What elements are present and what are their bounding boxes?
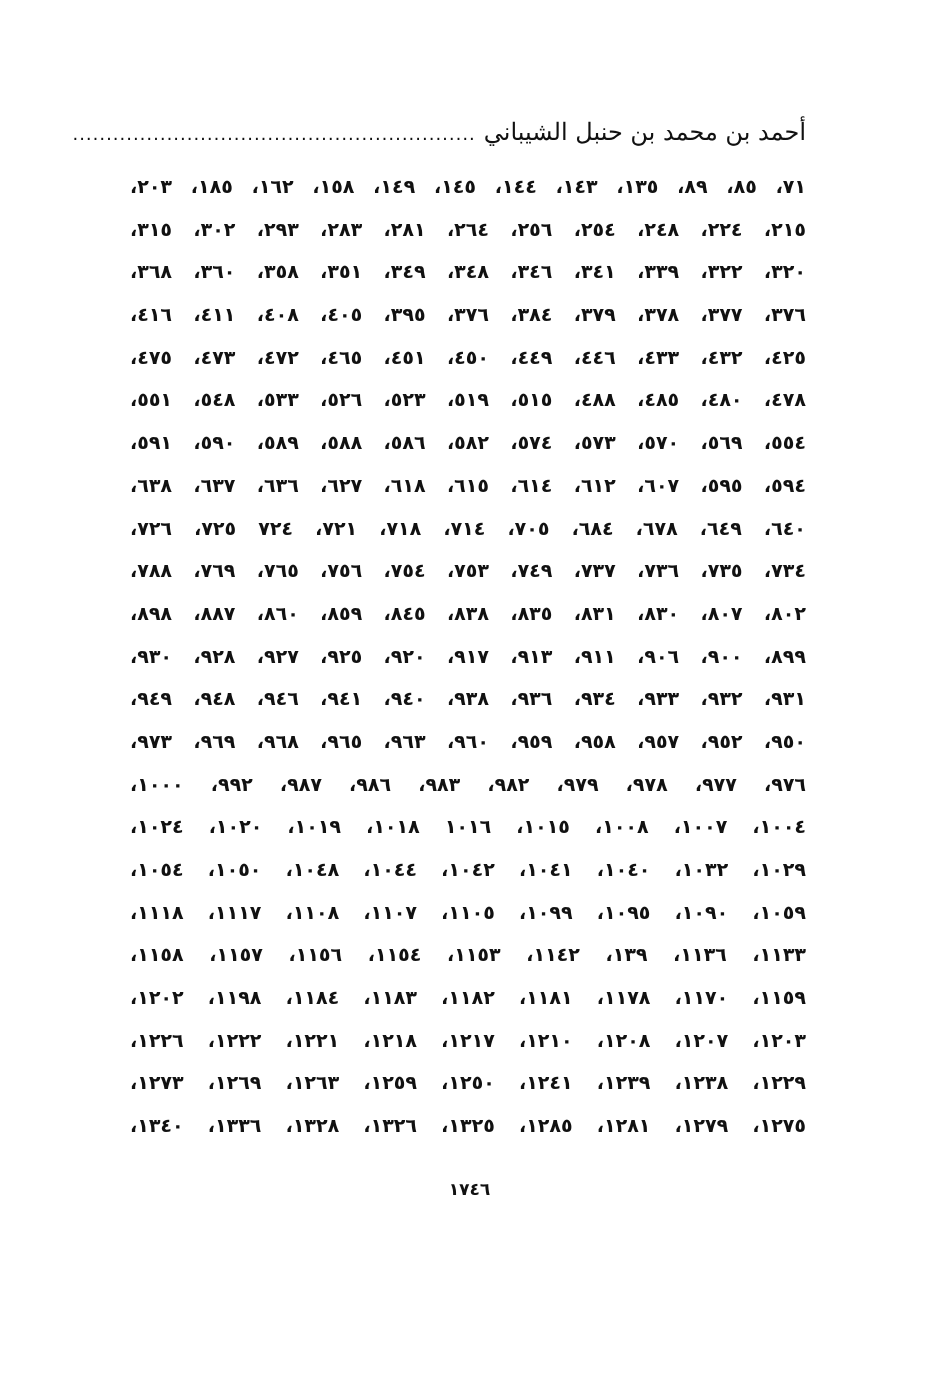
reference-line: ٦٤٠، ٦٤٩، ٦٧٨، ٦٨٤، ٧٠٥، ٧١٤، ٧١٨، ٧٢١، ٧٢٤ ٧٢٥، ٧٢٦، xyxy=(130,517,806,540)
reference-line: ١٢٢٩، ١٢٣٨، ١٢٣٩، ١٢٤١، ١٢٥٠، ١٢٥٩، ١٢٦٣، ١٢٦٩، ١٢٧٣، xyxy=(130,1072,806,1095)
reference-line: ١٠٢٩، ١٠٣٢، ١٠٤٠، ١٠٤١، ١٠٤٢، ١٠٤٤، ١٠٤٨، ١٠٥٠، ١٠٥٤، xyxy=(130,859,806,881)
reference-line: ٢١٥، ٢٢٤، ٢٤٨، ٢٥٤، ٢٥٦، ٢٦٤، ٢٨١، ٢٨٣، ٢٩٣، ٣٠٢، ٣١٥، xyxy=(130,218,806,241)
page-reference-list xyxy=(130,166,806,1148)
reference-line: ٤٢٥، ٤٣٢، ٤٣٣، ٤٤٦، ٤٤٩، ٤٥٠، ٤٥١، ٤٦٥، ٤٧٢، ٤٧٣، ٤٧٥، xyxy=(130,346,806,369)
entry-name: أحمد بن محمد بن حنبل الشيباني xyxy=(483,118,806,146)
reference-line: ١٠٠٤، ١٠٠٧، ١٠٠٨، ١٠١٥، ١٠١٦ ١٠١٨، ١٠١٩، ١٠٢٠، ١٠٢٤، xyxy=(130,816,807,839)
reference-line: ٩٣١، ٩٣٢، ٩٣٣، ٩٣٤، ٩٣٦، ٩٣٨، ٩٤٠، ٩٤١، ٩٤٦، ٩٤٨، ٩٤٩، xyxy=(130,688,806,711)
index-entry-heading xyxy=(72,118,806,158)
reference-line: ١١٥٩، ١١٧٠، ١١٧٨، ١١٨١، ١١٨٢، ١١٨٣، ١١٨٤، ١١٩٨، ١٢٠٢، xyxy=(130,987,806,1010)
reference-line: ٧١، ٨٥، ٨٩، ١٣٥، ١٤٣، ١٤٤، ١٤٥، ١٤٩، ١٥٨، ١٦٢، ١٨٥، ٢٠٣، xyxy=(130,176,806,198)
reference-line: ٥٥٤، ٥٦٩، ٥٧٠، ٥٧٣، ٥٧٤، ٥٨٢، ٥٨٦، ٥٨٨، ٥٨٩، ٥٩٠، ٥٩١، xyxy=(130,432,806,455)
page-number: ١٧٤٦ xyxy=(448,1180,491,1200)
reference-line: ٨٩٩، ٩٠٠، ٩٠٦، ٩١١، ٩١٣، ٩١٧، ٩٢٠، ٩٢٥، ٩٢٧، ٩٢٨، ٩٣٠، xyxy=(130,645,806,668)
reference-line: ١١٣٣، ١١٣٦، ١٣٩، ١١٤٢، ١١٥٣، ١١٥٤، ١١٥٦، ١١٥٧، ١١٥٨، xyxy=(130,944,807,967)
reference-line: ١٢٠٣، ١٢٠٧، ١٢٠٨، ١٢١٠، ١٢١٧، ١٢١٨، ١٢٢١، ١٢٢٢، ١٢٢٦، xyxy=(130,1029,806,1052)
reference-line: ١٢٧٥، ١٢٧٩، ١٢٨١، ١٢٨٥، ١٣٢٥، ١٣٢٦، ١٣٢٨، ١٣٣٦، ١٣٤٠، xyxy=(130,1115,806,1138)
reference-line: ٣٧٦، ٣٧٧، ٣٧٨، ٣٧٩، ٣٨٤، ٣٧٦، ٣٩٥، ٤٠٥، ٤٠٨، ٤١١، ٤١٦، xyxy=(130,304,806,327)
reference-line: ١٠٥٩، ١٠٩٠، ١٠٩٥، ١٠٩٩، ١١٠٥، ١١٠٧، ١١٠٨، ١١١٧، ١١١٨، xyxy=(130,901,806,924)
reference-line: ٤٧٨، ٤٨٠، ٤٨٥، ٤٨٨، ٥١٥، ٥١٩، ٥٢٣، ٥٢٦، ٥٣٣، ٥٤٨، ٥٥١، xyxy=(130,389,806,412)
reference-line: ٧٣٤، ٧٣٥، ٧٣٦، ٧٣٧، ٧٤٩، ٧٥٣، ٧٥٤، ٧٥٦، ٧٦٥، ٧٦٩، ٧٨٨، xyxy=(130,560,806,583)
reference-line: ٥٩٤، ٥٩٥، ٦٠٧، ٦١٢، ٦١٤، ٦١٥، ٦١٨، ٦٢٧، ٦٣٦، ٦٣٧، ٦٣٨، xyxy=(130,474,806,497)
reference-line: ٨٠٢، ٨٠٧، ٨٣٠، ٨٣١، ٨٣٥، ٨٣٨، ٨٤٥، ٨٥٩، ٨٦٠، ٨٨٧، ٨٩٨، xyxy=(130,602,806,625)
reference-line: ٩٥٠، ٩٥٢، ٩٥٧، ٩٥٨، ٩٥٩، ٩٦٠، ٩٦٣، ٩٦٥، ٩٦٨، ٩٦٩، ٩٧٣، xyxy=(130,730,806,753)
reference-line: ٩٧٦، ٩٧٧، ٩٧٨، ٩٧٩، ٩٨٢، ٩٨٣، ٩٨٦، ٩٨٧، ٩٩٢، ١٠٠٠، xyxy=(130,773,807,796)
leader-dots: ............................................................ xyxy=(72,124,476,145)
reference-line: ٣٢٠، ٣٢٢، ٣٣٩، ٣٤١، ٣٤٦، ٣٤٨، ٣٤٩، ٣٥١، ٣٥٨، ٣٦٠، ٣٦٨، xyxy=(130,261,806,284)
